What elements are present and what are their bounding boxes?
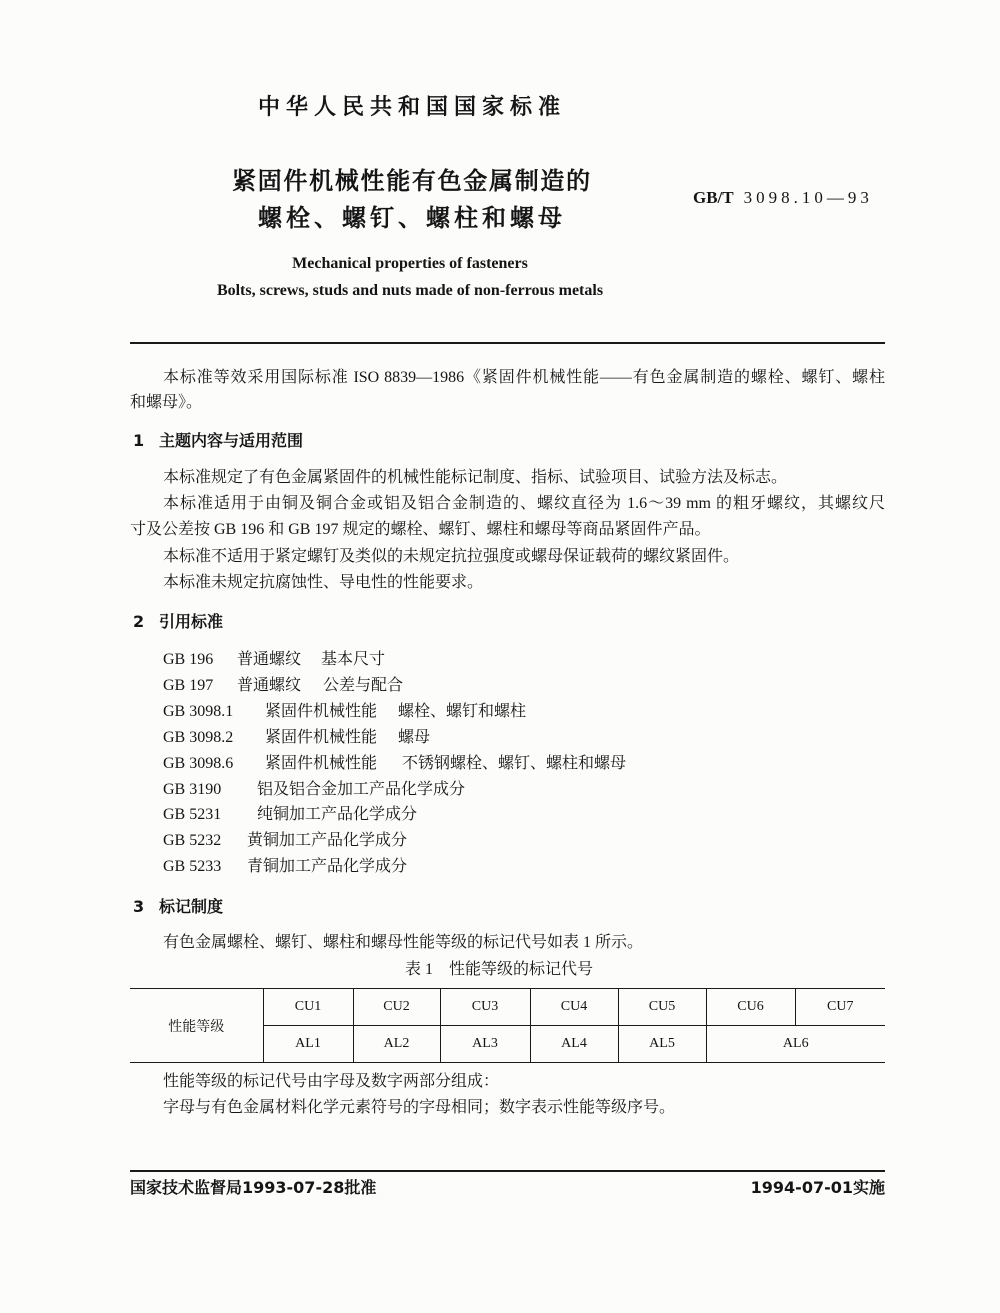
- reference-title: 普通螺纹: [237, 651, 302, 668]
- reference-title: 青铜加工产品化学成分: [247, 858, 408, 875]
- section-3-title: 标记制度: [159, 897, 224, 916]
- table-cell-al5: AL5: [618, 1026, 706, 1063]
- table-cell-al1: AL1: [263, 1026, 353, 1063]
- table-cell-al6: AL6: [706, 1026, 885, 1063]
- reference-code: GB 3098.1: [163, 703, 234, 720]
- footer-divider: [130, 1170, 885, 1172]
- reference-code: GB 197: [163, 677, 214, 694]
- standard-code-prefix: GB/T: [693, 188, 734, 207]
- header-divider: [130, 342, 885, 344]
- table-cell-cu6: CU6: [706, 989, 795, 1026]
- grade-marking-table: [130, 988, 885, 1063]
- approval-date: 国家技术监督局1993-07-28批准: [130, 1178, 377, 1197]
- section-1-line-3: 寸及公差按 GB 196 和 GB 197 规定的螺栓、螺钉、螺柱和螺母等商品紧固件产品。: [130, 521, 711, 538]
- section-3-note-2: 字母与有色金属材料化学元素符号的字母相同；数字表示性能等级序号。: [163, 1099, 676, 1116]
- reference-title: 普通螺纹: [237, 677, 302, 694]
- standard-code-number: 3098.10—93: [743, 188, 873, 207]
- section-1-line-2: 本标准适用于由铜及铜合金或铝及铝合金制造的、螺纹直径为 1.6～39 mm 的粗牙螺纹，其螺纹尺: [163, 495, 885, 512]
- english-title-line-2: Bolts, screws, studs and nuts made of non-ferrous metals: [216, 282, 604, 299]
- section-1-title: 主题内容与适用范围: [159, 431, 304, 450]
- section-3-number: 3: [133, 897, 145, 916]
- reference-subtitle: 公差与配合: [323, 677, 404, 694]
- reference-code: GB 3190: [163, 781, 222, 798]
- table-caption: 表 1 性能等级的标记代号: [405, 961, 594, 978]
- table-row-header: 性能等级: [130, 989, 263, 1063]
- intro-line-1: 本标准等效采用国际标准 ISO 8839—1986《紧固件机械性能——有色金属制造的螺栓、螺钉、螺柱: [163, 369, 885, 386]
- reference-title: 紧固件机械性能: [265, 703, 378, 720]
- section-1-line-1: 本标准规定了有色金属紧固件的机械性能标记制度、指标、试验项目、试验方法及标志。: [163, 469, 788, 486]
- section-1-line-4: 本标准不适用于紧定螺钉及类似的未规定抗拉强度或螺母保证载荷的螺纹紧固件。: [163, 548, 740, 565]
- reference-code: GB 5231: [163, 806, 222, 823]
- table-cell-cu7: CU7: [795, 989, 885, 1026]
- table-cell-cu3: CU3: [440, 989, 530, 1026]
- effective-date: 1994-07-01实施: [750, 1178, 885, 1197]
- table-cell-al3: AL3: [440, 1026, 530, 1063]
- standard-code: [693, 187, 873, 209]
- reference-title: 铝及铝合金加工产品化学成分: [257, 781, 466, 798]
- table-row: [130, 989, 885, 1026]
- table-cell-cu5: CU5: [618, 989, 706, 1026]
- reference-title: 紧固件机械性能: [265, 729, 378, 746]
- reference-subtitle: 螺母: [398, 729, 431, 746]
- reference-subtitle: 螺栓、螺钉和螺柱: [398, 703, 527, 720]
- reference-subtitle: 基本尺寸: [321, 651, 386, 668]
- section-3-line-1: 有色金属螺栓、螺钉、螺柱和螺母性能等级的标记代号如表 1 所示。: [163, 934, 644, 951]
- national-standard-heading: 中华人民共和国国家标准: [258, 95, 567, 120]
- table-cell-cu2: CU2: [353, 989, 440, 1026]
- reference-code: GB 5233: [163, 858, 222, 875]
- english-title-line-1: Mechanical properties of fasteners: [292, 255, 528, 272]
- reference-subtitle: 不锈钢螺栓、螺钉、螺柱和螺母: [402, 755, 627, 772]
- standard-title-line-2: 螺栓、螺钉、螺柱和螺母: [258, 204, 566, 232]
- standard-title-line-1: 紧固件机械性能有色金属制造的: [232, 167, 592, 195]
- section-1-number: 1: [133, 431, 145, 450]
- reference-code: GB 3098.6: [163, 755, 234, 772]
- section-2-title: 引用标准: [159, 612, 224, 631]
- intro-line-2: 和螺母》。: [130, 394, 203, 411]
- reference-title: 紧固件机械性能: [265, 755, 378, 772]
- reference-code: GB 5232: [163, 832, 222, 849]
- section-1-line-5: 本标准未规定抗腐蚀性、导电性的性能要求。: [163, 574, 484, 591]
- section-3-note-1: 性能等级的标记代号由字母及数字两部分组成：: [163, 1073, 500, 1090]
- reference-code: GB 196: [163, 651, 214, 668]
- section-2-number: 2: [133, 612, 145, 631]
- reference-code: GB 3098.2: [163, 729, 234, 746]
- table-cell-cu4: CU4: [530, 989, 618, 1026]
- table-cell-al4: AL4: [530, 1026, 618, 1063]
- table-cell-cu1: CU1: [263, 989, 353, 1026]
- table-cell-al2: AL2: [353, 1026, 440, 1063]
- reference-title: 黄铜加工产品化学成分: [247, 832, 408, 849]
- reference-title: 纯铜加工产品化学成分: [257, 806, 418, 823]
